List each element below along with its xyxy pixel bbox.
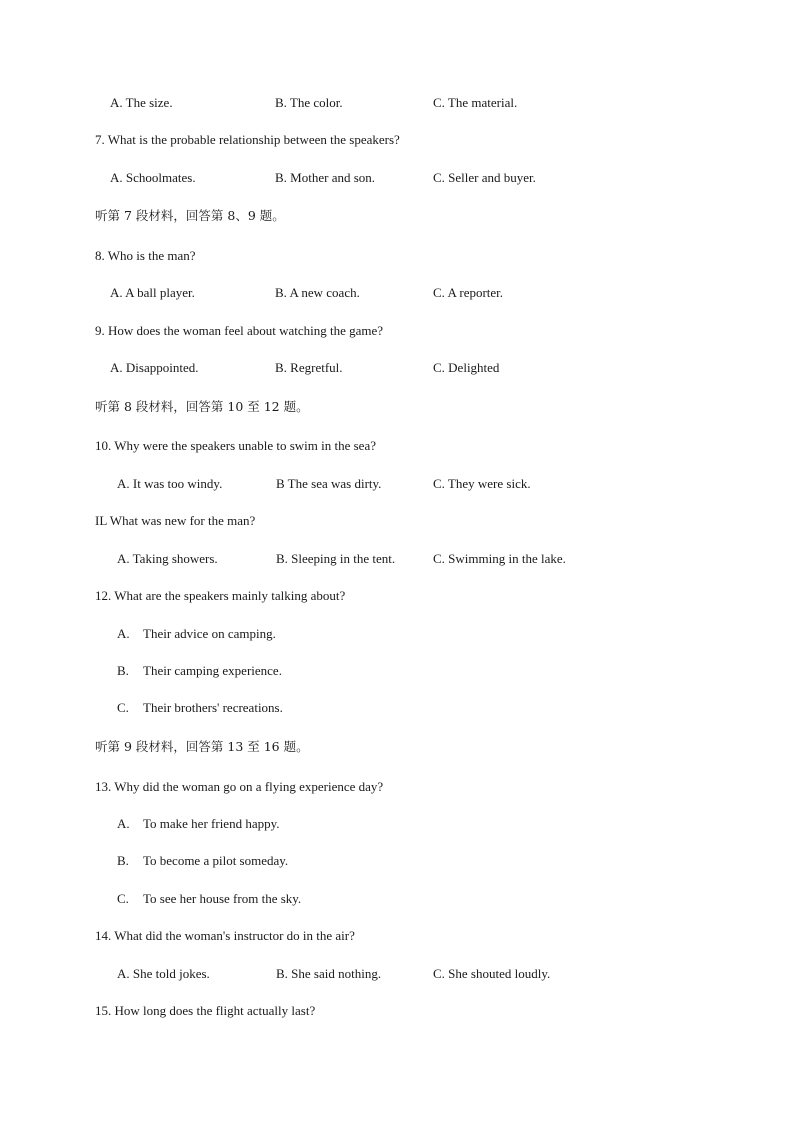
section-7-instruction: 听第 7 段材料，回答第 8、9 题。 [95, 208, 285, 223]
q8-question: 8. Who is the man? [95, 248, 196, 263]
q15-question: 15. How long does the flight actually last? [95, 1003, 316, 1018]
q11-option-c: C. Swimming in the lake. [433, 551, 566, 566]
q13-option-b-text: To become a pilot someday. [143, 853, 289, 868]
q12-option-c-text: Their brothers' recreations. [143, 700, 283, 715]
section-9-instruction: 听第 9 段材料，回答第 13 至 16 题。 [95, 739, 309, 754]
q14-option-a: A. She told jokes. [117, 966, 210, 981]
q13-question: 13. Why did the woman go on a flying experience day? [95, 779, 384, 794]
q7-option-c: C. Seller and buyer. [433, 170, 536, 185]
q12-option-a-text: Their advice on camping. [143, 626, 276, 641]
q9-option-c: C. Delighted [433, 360, 500, 375]
section-8-instruction: 听第 8 段材料，回答第 10 至 12 题。 [95, 399, 309, 414]
q14-question: 14. What did the woman's instructor do in the air? [95, 928, 355, 943]
q7-option-b: B. Mother and son. [275, 170, 376, 185]
q8-option-a: A. A ball player. [110, 285, 195, 300]
q13-option-c-text: To see her house from the sky. [143, 891, 302, 906]
q9-option-a: A. Disappointed. [110, 360, 199, 375]
q10-option-a: A. It was too windy. [117, 476, 223, 491]
q12-option-b-text: Their camping experience. [143, 663, 282, 678]
q10-option-c: C. They were sick. [433, 476, 531, 491]
q13-option-a-letter: A. [117, 816, 130, 831]
q12-option-c-letter: C. [117, 700, 129, 715]
q14-option-b: B. She said nothing. [276, 966, 382, 981]
q13-option-c-letter: C. [117, 891, 129, 906]
q9-question: 9. How does the woman feel about watching the game? [95, 323, 384, 338]
q13-option-b-letter: B. [117, 853, 129, 868]
q7-option-a: A. Schoolmates. [110, 170, 196, 185]
q6-option-c: C. The material. [433, 95, 518, 110]
q10-option-b: B The sea was dirty. [276, 476, 382, 491]
q10-question: 10. Why were the speakers unable to swim in the sea? [95, 438, 376, 453]
q12-question: 12. What are the speakers mainly talking about? [95, 588, 346, 603]
q8-option-c: C. A reporter. [433, 285, 504, 300]
q9-option-b: B. Regretful. [275, 360, 343, 375]
q12-option-b-letter: B. [117, 663, 129, 678]
q14-option-c: C. She shouted loudly. [433, 966, 551, 981]
q7-question: 7. What is the probable relationship between the speakers? [95, 132, 400, 147]
q11-question: IL What was new for the man? [95, 513, 256, 528]
q6-option-a: A. The size. [110, 95, 173, 110]
q6-option-b: B. The color. [275, 95, 343, 110]
q12-option-a-letter: A. [117, 626, 130, 641]
q13-option-a-text: To make her friend happy. [143, 816, 280, 831]
q11-option-a: A. Taking showers. [117, 551, 218, 566]
q8-option-b: B. A new coach. [275, 285, 360, 300]
q11-option-b: B. Sleeping in the tent. [276, 551, 396, 566]
